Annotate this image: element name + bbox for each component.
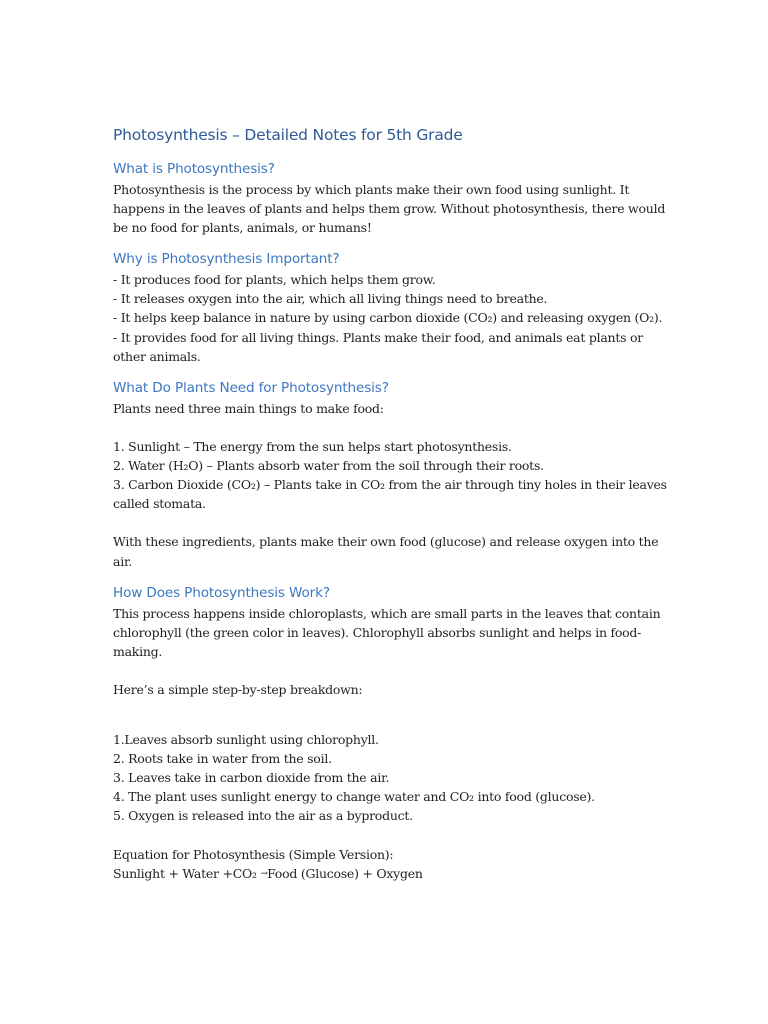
text-line: This process happens inside chloroplasts, which are small parts in the leaves that contain — [113, 605, 661, 621]
section-heading: What Do Plants Need for Photosynthesis? — [113, 379, 389, 396]
text-line: air. — [113, 553, 133, 569]
arrow-icon: → — [260, 868, 268, 879]
section-body — [113, 180, 666, 237]
section-how-it-works — [113, 583, 661, 884]
document-title: Photosynthesis – Detailed Notes for 5th Grade — [113, 126, 463, 144]
intro-line: Plants need three main things to make food: — [113, 400, 384, 416]
equation-label: Equation for Photosynthesis (Simple Version): — [113, 846, 394, 862]
bullet-line: - It helps keep balance in nature by using carbon dioxide (CO₂) and releasing oxygen (O₂). — [113, 310, 663, 326]
section-body — [113, 399, 667, 571]
text-line: be no food for plants, animals, or humans! — [113, 220, 372, 236]
breakdown-intro: Here’s a simple step-by-step breakdown: — [113, 681, 363, 697]
text-line: chlorophyll (the green color in leaves). Chlorophyll absorbs sunlight and helps in food- — [113, 624, 642, 640]
step-item: 1.Leaves absorb sunlight using chlorophyll. — [113, 732, 379, 748]
step-item: 3. Leaves take in carbon dioxide from the air. — [113, 770, 390, 786]
bullet-line: - It releases oxygen into the air, which all living things need to breathe. — [113, 291, 548, 307]
blank-line — [113, 661, 656, 680]
bullet-line: other animals. — [113, 348, 201, 364]
section-heading: Why is Photosynthesis Important? — [113, 251, 340, 268]
text-line: making. — [113, 643, 163, 659]
list-item: called stomata. — [113, 496, 206, 512]
equation-left: Sunlight + Water +CO₂ — [113, 865, 261, 881]
step-item: 5. Oxygen is released into the air as a byproduct. — [113, 808, 413, 824]
blank-line — [113, 699, 656, 730]
blank-line — [113, 826, 656, 845]
list-item: 2. Water (H₂O) – Plants absorb water from the soil through their roots. — [113, 458, 544, 474]
bullet-line: - It produces food for plants, which helps them grow. — [113, 272, 436, 288]
section-what-is-photosynthesis — [113, 159, 666, 237]
text-line: With these ingredients, plants make their own food (glucose) and release oxygen into the — [113, 534, 659, 550]
section-body — [113, 270, 663, 365]
section-body — [113, 604, 661, 884]
section-why-important — [113, 249, 663, 365]
list-item: 1. Sunlight – The energy from the sun helps start photosynthesis. — [113, 438, 512, 454]
step-item: 4. The plant uses sunlight energy to change water and CO₂ into food (glucose). — [113, 789, 595, 805]
text-line: Photosynthesis is the process by which plants make their own food using sunlight. It — [113, 182, 630, 197]
section-heading: How Does Photosynthesis Work? — [113, 584, 330, 601]
step-item: 2. Roots take in water from the soil. — [113, 751, 332, 767]
section-heading: What is Photosynthesis? — [113, 161, 275, 177]
bullet-line: - It provides food for all living things. Plants make their food, and animals eat plants or — [113, 329, 644, 345]
text-line: happens in the leaves of plants and helps them grow. Without photosynthesis, there would — [113, 201, 666, 217]
list-item: 3. Carbon Dioxide (CO₂) – Plants take in CO₂ from the air through tiny holes in their leaves — [113, 477, 667, 493]
blank-line — [113, 513, 656, 532]
blank-line — [113, 418, 656, 437]
section-what-plants-need — [113, 378, 667, 571]
equation-right: Food (Glucose) + Oxygen — [267, 865, 423, 881]
equation-line — [113, 864, 656, 884]
